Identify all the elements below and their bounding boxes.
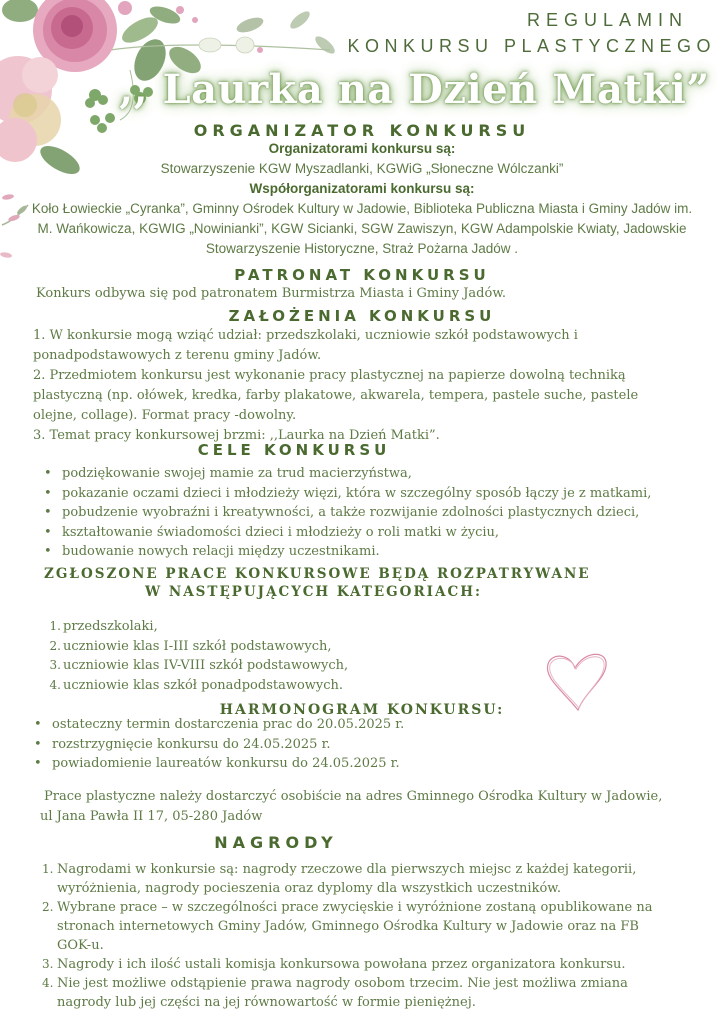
schedule-item: • rozstrzygnięcie konkursu do 24.05.2025 r.: [30, 735, 404, 755]
coorganizers-line: M. Wańkowicza, KGWIG „Nowinianki”, KGW Sicianki, SGW Zawiszyn, KGW Adampolskie Kwiaty, Jadowskie: [37, 221, 687, 236]
assumptions-line: olejne, collage). Format pracy -dowolny.: [33, 408, 297, 423]
categories-list: [48, 617, 348, 695]
regulamin-heading: REGULAMIN: [526, 10, 688, 30]
organizers-label: Organizatorami konkursu są:: [268, 141, 456, 156]
prizes-list: [42, 860, 702, 1012]
category-item: 4. uczniowie klas szkół ponadpodstawowych.: [49, 677, 344, 693]
goals-item: • pokazanie oczami dzieci i młodzieży więzi, która w szczególny sposób łączy je z matkami,: [40, 484, 651, 504]
delivery-line: Prace plastyczne należy dostarczyć osobiście na adres Gminnego Ośrodka Kultury w Jadowie,: [44, 789, 663, 804]
assumptions-line: plastyczną (np. ołówek, kredka, farby plakatowe, akwarela, tempera, pastele suche, pastele: [33, 388, 639, 403]
coorganizers-line: Stowarzyszenie Historyczne, Straż Pożarna Jadów .: [205, 241, 519, 256]
delivery-text: [40, 787, 663, 827]
patronage-text: Konkurs odbywa się pod patronatem Burmistrza Miasta i Gminy Jadów.: [36, 286, 507, 301]
prizes-heading: NAGRODY: [214, 833, 338, 852]
category-item: 2. uczniowie klas I-III szkół podstawowych,: [49, 638, 332, 654]
goals-item: • podziękowanie swojej mamie za trud macierzyństwa,: [40, 464, 651, 484]
prize-item: 4. Nie jest możliwe odstąpienie prawa nagrody osobom trzecim. Nie jest możliwa zmiana nagrody lub jej części na jej równowartość w formie pieniężnej.: [42, 976, 628, 1010]
assumptions-line: ponadpodstawowych z terenu gminy Jadów.: [33, 348, 322, 363]
schedule-item: • ostateczny termin dostarczenia prac do 20.05.2025 r.: [30, 715, 404, 735]
goals-list: [40, 464, 651, 562]
contest-type-heading: KONKURSU PLASTYCZNEGO: [347, 36, 716, 56]
organizer-block: [0, 139, 724, 259]
assumptions-heading: ZAŁOŻENIA KONKURSU: [228, 307, 496, 325]
prize-item: 1. Nagrodami w konkursie są: nagrody rzeczowe dla pierwszych miejsc z każdej kategorii, wyróżnienia, nagrody pocieszenia oraz dyplomy dla wszystkich uczestników.: [42, 862, 637, 896]
assumptions-text: [33, 326, 638, 446]
prize-item: 3. Nagrody i ich ilość ustali komisja konkursowa powołana przez organizatora konkursu.: [42, 957, 626, 972]
category-item: 3. uczniowie klas IV-VIII szkół podstawowych,: [49, 658, 349, 673]
goals-item: • kształtowanie świadomości dzieci i młodzieży o roli matki w życiu,: [40, 523, 651, 543]
schedule-heading: HARMONOGRAM KONKURSU:: [219, 702, 505, 718]
organizers-text: Stowarzyszenie KGW Myszadlanki, KGWiG „Słoneczne Wólczanki”: [160, 161, 564, 176]
organizer-heading: ORGANIZATOR KONKURSU: [193, 121, 531, 140]
delivery-address: ul Jana Pawła II 17, 05-280 Jadów: [40, 809, 263, 824]
assumptions-line: 2. Przedmiotem konkursu jest wykonanie pracy plastycznej na papierze dowolną techniką: [33, 368, 626, 383]
prize-item: 2. Wybrane prace – w szczególności prace zwycięskie i wyróżnione zostaną opublikowane na stronach internetowych Gminy Jadów, Gminnego Ośrodka Kultury w Jadowie oraz na FB GOK-u.: [42, 900, 653, 953]
assumptions-line: 3. Temat pracy konkursowej brzmi: ,,Laurka na Dzień Matki”.: [33, 428, 440, 443]
contest-title: ,, Laurka na Dzień Matki”: [119, 66, 710, 113]
schedule-item: • powiadomienie laureatów konkursu do 24.05.2025 r.: [30, 754, 404, 774]
category-item: 1. przedszkolaki,: [49, 619, 158, 634]
categories-heading-line2: W NASTĘPUJĄCYCH KATEGORIACH:: [145, 584, 482, 600]
assumptions-line: 1. W konkursie mogą wziąć udział: przedszkolaki, uczniowie szkół podstawowych i: [33, 328, 578, 343]
schedule-list: [30, 715, 404, 774]
coorganizers-label: Współorganizatorami konkursu są:: [249, 181, 475, 196]
goals-heading: CELE KONKURSU: [197, 441, 391, 459]
patronage-heading: PATRONAT KONKURSU: [234, 266, 490, 284]
goals-item: • budowanie nowych relacji między uczestnikami.: [40, 542, 651, 562]
goals-item: • pobudzenie wyobraźni i kreatywności, a także rozwijanie zdolności plastycznych dzieci,: [40, 503, 651, 523]
categories-heading-line1: ZGŁOSZONE PRACE KONKURSOWE BĘDĄ ROZPATRYWANE: [44, 566, 591, 582]
coorganizers-line: Koło Łowieckie „Cyranka”, Gminny Ośrodek Kultury w Jadowie, Biblioteka Publiczna Miasta i Gminy Jadów im.: [31, 201, 693, 216]
